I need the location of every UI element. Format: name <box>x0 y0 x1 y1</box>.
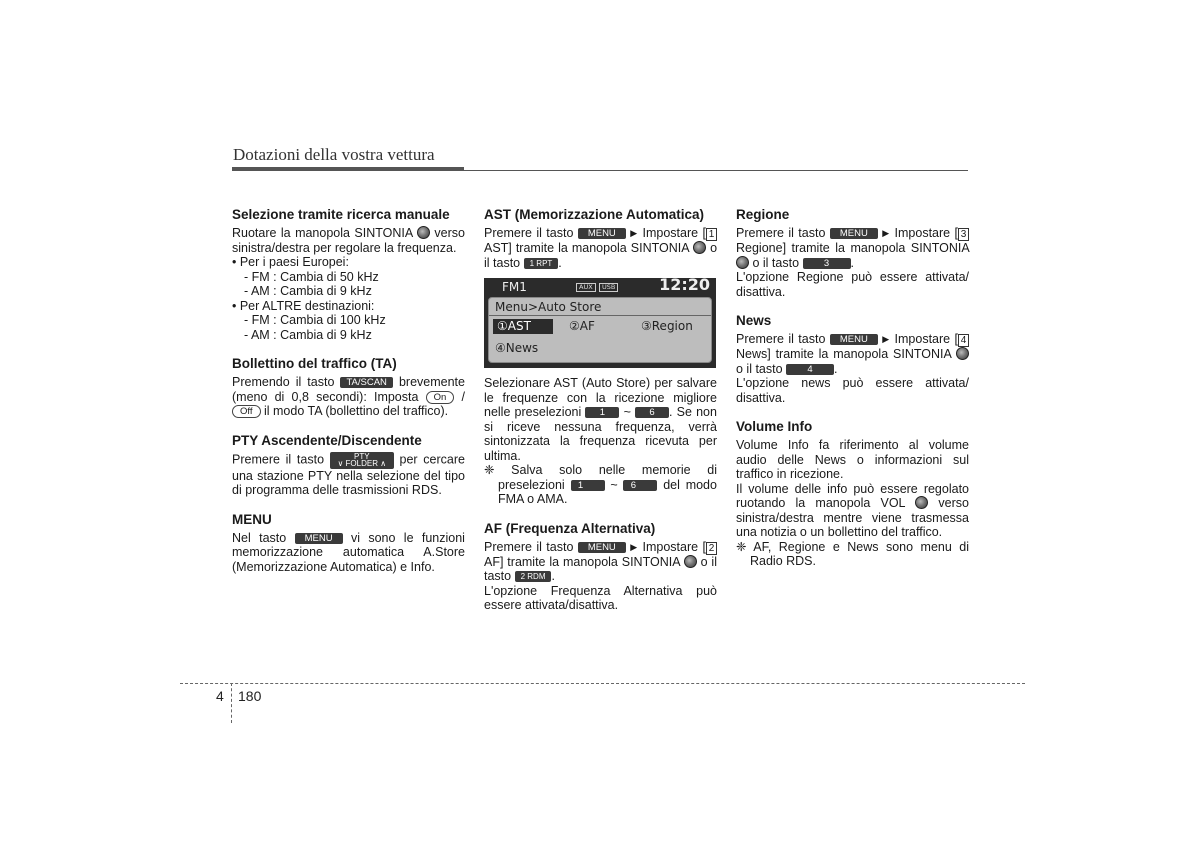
text-span: ~ <box>623 405 631 419</box>
off-key-icon: Off <box>232 405 261 418</box>
display-band: FM1 <box>502 280 527 294</box>
ast-note <box>484 463 717 507</box>
column-left <box>232 207 465 574</box>
menu-key-icon: MENU <box>578 228 626 239</box>
text-span: Premere il tasto <box>484 539 574 554</box>
volume-info-text-2 <box>736 482 969 540</box>
section-title-ast: AST (Memorizzazione Automatica) <box>484 207 705 222</box>
section-title-volume-info: Volume Info <box>736 419 813 434</box>
text-span: / <box>461 389 465 404</box>
display-aux-tag: AUX <box>576 283 596 292</box>
text-span: Il volume delle info può essere regolato ruotando la manopola VOL <box>736 481 969 510</box>
preset-6-key-icon: 6 <box>635 407 669 418</box>
text-span: Premere il tasto <box>232 452 325 466</box>
page-number: 180 <box>238 688 262 704</box>
tuning-knob-icon <box>956 347 969 360</box>
text-span: News] tramite la manopola SINTONIA <box>736 347 952 361</box>
traffic-text <box>232 375 465 419</box>
volume-info-text: Volume Info fa riferimento al volume audio delle News o informazioni sul traffico in ricezione. <box>736 438 969 481</box>
preset-1-key-icon: 1 <box>571 480 605 491</box>
arrow-right-icon: ▶ <box>630 541 639 552</box>
header-rule <box>232 170 968 171</box>
text-span: Impostare <box>642 539 699 554</box>
tuning-knob-icon <box>684 555 697 568</box>
display-option-region: ③Region <box>641 319 693 333</box>
text-span: Premendo il tasto <box>232 375 335 389</box>
section-title-traffic: Bollettino del traffico (TA) <box>232 356 397 371</box>
number-box-icon: 1 <box>706 228 717 241</box>
text-span: Premere il tasto <box>484 226 574 240</box>
display-usb-tag: USB <box>599 283 618 292</box>
page-header-title: Dotazioni della vostra vettura <box>233 145 435 164</box>
section-title-region: Regione <box>736 207 790 222</box>
section-title-af: AF (Frequenza Alternativa) <box>484 520 656 536</box>
menu-key-icon: MENU <box>295 533 343 544</box>
preset-6-key-icon: 6 <box>623 480 657 491</box>
text-span: [ <box>702 539 706 554</box>
tuning-knob-icon <box>693 241 706 254</box>
display-divider <box>489 315 711 316</box>
display-option-ast: ①AST <box>493 319 553 334</box>
tuning-knob-icon <box>417 226 430 239</box>
display-time: 12:20 <box>659 275 710 294</box>
key-label: PTY <box>354 451 370 461</box>
text-span: ❈ Salva solo nelle memorie di preselezioni <box>484 463 717 492</box>
arrow-right-icon: ▶ <box>630 228 639 238</box>
text-span: ~ <box>610 477 618 492</box>
display-menu-title: Menu>Auto Store <box>495 300 602 314</box>
text-span: Ruotare la manopola SINTONIA <box>232 226 413 240</box>
af-description: L'opzione Frequenza Alternativa può essere attivata/disattiva. <box>484 583 717 612</box>
text-span: AST] tramite la manopola SINTONIA <box>484 241 689 255</box>
text-span: verso sinistra/destra per regolare la frequenza. <box>232 226 465 255</box>
region-text: Premere il tasto MENU ▶ Impostare [ 3 Regione] tramite la manopola SINTONIA o il tasto 3 . <box>736 226 969 270</box>
rds-note: ❈ AF, Regione e News sono menu di Radio RDS. <box>736 539 969 568</box>
footer-rule <box>180 683 1025 684</box>
radio-display-screenshot <box>484 275 716 368</box>
number-box-icon: 2 <box>706 542 717 555</box>
text-span: per cercare una stazione PTY nella selezione del tipo di programma delle trasmissioni RDS. <box>232 452 465 497</box>
text-span: AF] tramite la manopola SINTONIA <box>484 554 680 569</box>
text-span: o il tasto <box>752 255 800 270</box>
sub-item: - AM : Cambia di 9 kHz <box>244 284 372 298</box>
chapter-number: 4 <box>216 688 224 704</box>
news-text: Premere il tasto MENU ▶ Impostare [ 4 News] tramite la manopola SINTONIA o il tasto 4 . <box>736 332 969 376</box>
ast-text: Premere il tasto MENU ▶ Impostare [ 1AST] tramite la manopola SINTONIA o il tasto 1 RPT . <box>484 226 718 270</box>
text-span: o il tasto <box>736 361 783 376</box>
preset-4-key-icon: 4 <box>786 364 834 375</box>
preset-2-rdm-key-icon: 2 RDM <box>515 571 552 582</box>
text-span: verso sinistra/destra mentre viene trasmessa una notizia o un bollettino del traffico. <box>736 496 969 539</box>
menu-key-icon: MENU <box>578 542 626 553</box>
sub-item: - FM : Cambia di 100 kHz <box>244 313 386 327</box>
number-box-icon: 4 <box>958 334 969 347</box>
text-span: Impostare <box>642 226 699 240</box>
section-title-news: News <box>736 313 772 328</box>
sub-item: - AM : Cambia di 9 kHz <box>244 327 372 342</box>
text-span: brevemente (meno di 0,8 secondi): Imposta <box>232 375 465 404</box>
text-span: Impostare [ <box>894 332 958 346</box>
text-span: il modo TA (bollettino del traffico). <box>263 404 449 418</box>
arrow-right-icon: ▶ <box>882 228 891 238</box>
ast-description <box>484 376 717 463</box>
on-key-icon: On <box>426 391 455 404</box>
region-description: L'opzione Regione può essere attivata/ disattiva. <box>736 270 969 299</box>
bullet-europe: • Per i paesi Europei: <box>232 255 349 269</box>
af-text: Premere il tasto MENU ▶ Impostare [ 2AF] tramite la manopola SINTONIA o il tasto 2 RDM . <box>484 539 717 583</box>
text-span: Selezionare AST (Auto Store) per salvare le frequenze con la ricezione migliore nelle preselezioni <box>484 376 717 419</box>
preset-3-key-icon: 3 <box>803 258 851 269</box>
display-option-news: ④News <box>495 341 539 355</box>
section-title-pty: PTY Ascendente/Discendente <box>232 432 422 448</box>
preset-1-rpt-key-icon: 1 RPT <box>524 258 559 269</box>
tuning-knob-icon <box>736 256 749 269</box>
text-span: . Se non si riceve nessuna frequenza, verrà sintonizzata la frequenza ricevuta per ultima. <box>484 405 717 463</box>
pty-folder-key-icon: PTY ∨ FOLDER ∧ <box>330 452 394 469</box>
ta-scan-key-icon: TA/SCAN <box>340 377 392 388</box>
display-menu-panel <box>488 297 712 363</box>
text-span: Regione] tramite la manopola SINTONIA <box>736 241 969 255</box>
menu-key-icon: MENU <box>830 228 878 239</box>
text-span: [ <box>702 226 706 240</box>
key-label: FOLDER <box>345 459 378 468</box>
text-span: Premere il tasto <box>736 226 826 240</box>
number-box-icon: 3 <box>958 228 969 241</box>
pty-text <box>232 452 465 498</box>
section-title-menu: MENU <box>232 511 272 527</box>
column-middle <box>484 207 717 613</box>
text-span: o il tasto <box>484 554 717 583</box>
text-span: o il tasto <box>484 241 718 270</box>
column-right <box>736 207 969 569</box>
footer-divider <box>231 683 232 723</box>
text-span: del modo FMA o AMA. <box>498 477 717 506</box>
section-title-manual-search: Selezione tramite ricerca manuale <box>232 207 450 222</box>
sub-item: - FM : Cambia di 50 kHz <box>244 269 379 284</box>
display-status-bar <box>484 275 716 296</box>
text-span: Impostare [ <box>894 226 958 240</box>
text-span: vi sono le funzioni memorizzazione automatica A.Store (Memorizzazione Automatica) e Info. <box>232 530 465 574</box>
bullet-other: • Per ALTRE destinazioni: <box>232 298 375 313</box>
text-span: Nel tasto <box>232 530 287 545</box>
volume-knob-icon <box>915 496 928 509</box>
manual-search-text <box>232 226 465 255</box>
news-description: L'opzione news può essere attivata/ disattiva. <box>736 376 969 405</box>
preset-1-key-icon: 1 <box>585 407 619 418</box>
arrow-right-icon: ▶ <box>882 334 891 344</box>
menu-key-icon: MENU <box>830 334 878 345</box>
display-option-af: ②AF <box>569 319 595 333</box>
text-span: Premere il tasto <box>736 332 826 346</box>
menu-text <box>232 531 465 575</box>
